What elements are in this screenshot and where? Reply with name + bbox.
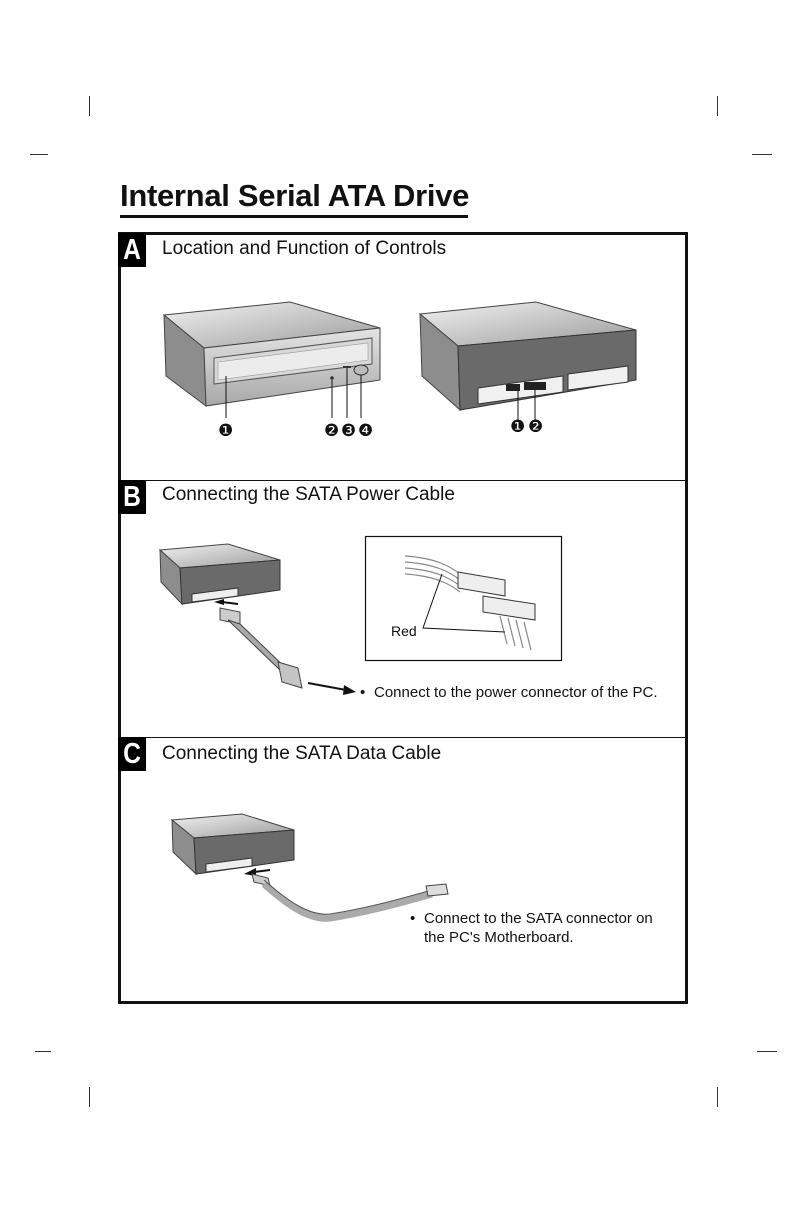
bullet-icon: • (360, 684, 366, 701)
section-badge-c: C (118, 737, 146, 771)
data-cable-note (410, 909, 653, 947)
red-wire-label: Red (391, 623, 417, 639)
crop-mark-top-right-h (752, 154, 772, 155)
power-cable-note-text: Connect to the power connector of the PC. (374, 684, 658, 701)
front-callout-4: ❹ (358, 421, 374, 441)
rear-callout-2: ❷ (528, 417, 544, 437)
front-callout-3: ❸ (341, 421, 357, 441)
crop-mark-top-left-v (89, 96, 90, 116)
crop-mark-top-right-v (717, 96, 718, 116)
crop-mark-bottom-right-v (717, 1087, 718, 1107)
front-callout-2: ❷ (324, 421, 340, 441)
crop-mark-top-left-h (30, 154, 48, 155)
rear-callout-1: ❶ (510, 417, 526, 437)
section-title-c: Connecting the SATA Data Cable (162, 743, 442, 764)
power-connector-detail (365, 536, 562, 662)
power-cable-drive-illustration (158, 542, 283, 692)
crop-mark-bottom-left-v (89, 1087, 90, 1107)
drive-rear-illustration (418, 300, 640, 415)
drive-front-illustration (160, 298, 385, 413)
section-badge-b: B (118, 480, 146, 514)
title-underline (120, 215, 468, 218)
data-cable-note-line2: the PC's Motherboard. (424, 929, 574, 946)
data-cable-note-line1: Connect to the SATA connector on (424, 910, 653, 927)
section-title-a: Location and Function of Controls (162, 238, 447, 259)
section-divider-b (118, 480, 688, 481)
arrow-to-power-note (308, 680, 358, 696)
power-cable-note (360, 683, 658, 702)
crop-mark-bottom-left-h (35, 1051, 51, 1052)
section-badge-a: A (118, 233, 146, 267)
bullet-icon: • (410, 910, 416, 927)
front-callout-1: ❶ (218, 421, 234, 441)
page-title: Internal Serial ATA Drive (120, 178, 470, 213)
section-divider-c (118, 737, 688, 738)
section-title-b: Connecting the SATA Power Cable (162, 484, 455, 505)
crop-mark-bottom-right-h (757, 1051, 777, 1052)
